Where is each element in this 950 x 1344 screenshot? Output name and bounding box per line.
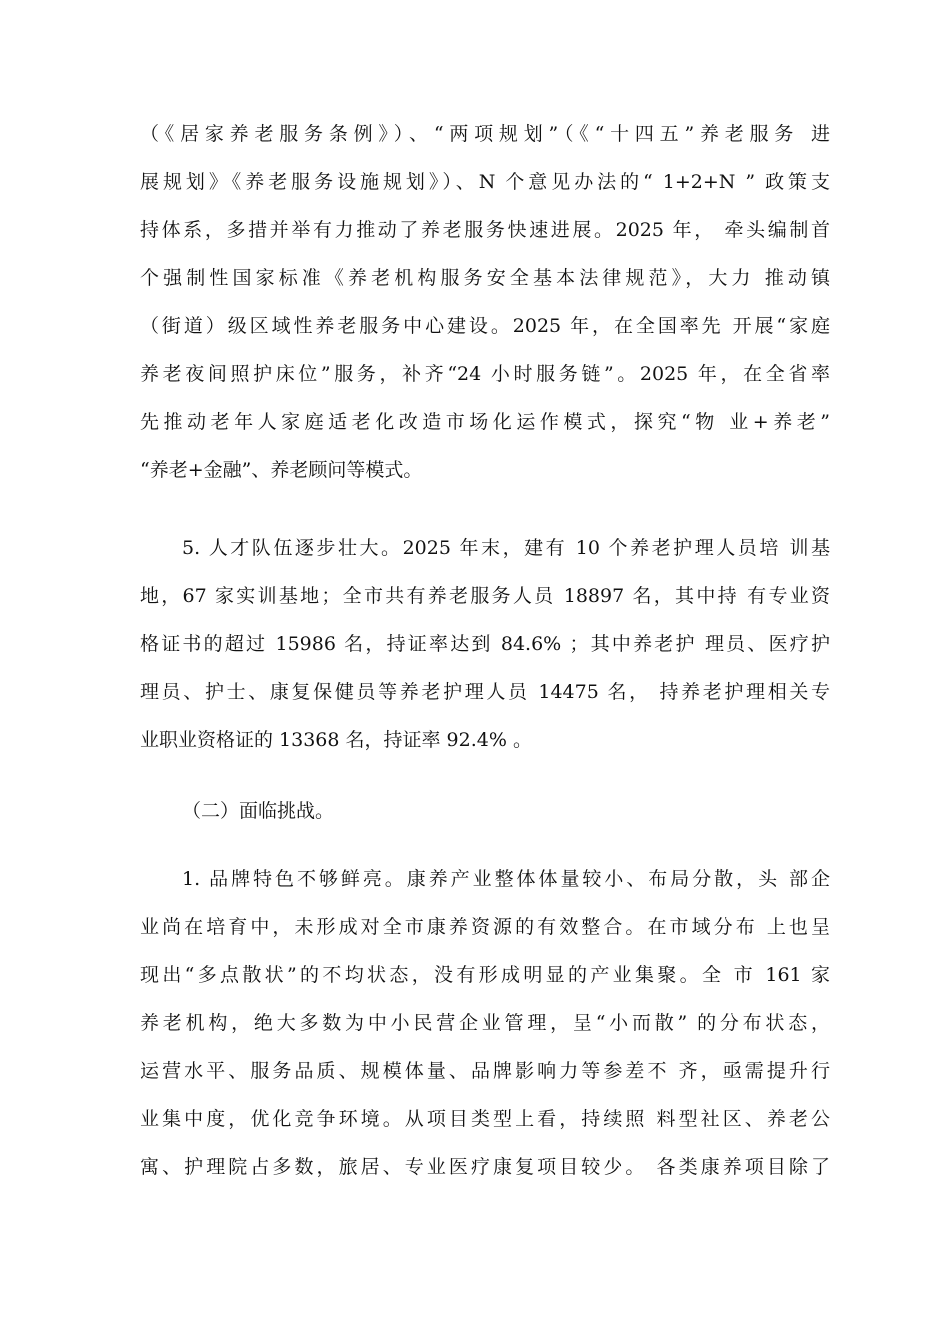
intro-line-7: 先推动老年人家庭适老化改造市场化运作模式，探究“物 业+养老” bbox=[140, 411, 830, 433]
talent-line-3: 格证书的超过 15986 名，持证率达到 84.6% ；其中养老护 理员、医疗护 bbox=[140, 633, 830, 655]
brand-line-2: 业尚在培育中，未形成对全市康养资源的有效整合。在市域分布 上也呈 bbox=[140, 916, 830, 938]
brand-line-6: 业集中度，优化竞争环境。从项目类型上看，持续照 料型社区、养老公 bbox=[140, 1108, 830, 1130]
intro-line-4: 个强制性国家标准《养老机构服务安全基本法律规范》，大力 推动镇 bbox=[140, 267, 830, 289]
brand-line-4: 养老机构，绝大多数为中小民营企业管理，呈“小而散” 的分布状态， bbox=[140, 1012, 830, 1034]
section-heading: （二）面临挑战。 bbox=[182, 800, 335, 822]
brand-line-5: 运营水平、服务品质、规模体量、品牌影响力等参差不 齐，亟需提升行 bbox=[140, 1060, 830, 1082]
intro-line-6: 养老夜间照护床位”服务，补齐“24 小时服务链”。2025 年，在全省率 bbox=[140, 363, 830, 385]
intro-line-2: 展规划》《养老服务设施规划》）、N 个意见办法的“ 1+2+N ” 政策支 bbox=[140, 171, 830, 193]
intro-line-3: 持体系，多措并举有力推动了养老服务快速进展。2025 年， 牵头编制首 bbox=[140, 219, 830, 241]
intro-line-1: （《居家养老服务条例》）、“两项规划”（《“十四五”养老服务 进 bbox=[140, 123, 830, 145]
intro-line-5: （街道）级区域性养老服务中心建设。2025 年，在全国率先 开展“家庭 bbox=[140, 315, 830, 337]
brand-line-1: 1. 品牌特色不够鲜亮。康养产业整体体量较小、布局分散，头 部企 bbox=[182, 868, 830, 890]
talent-line-2: 地，67 家实训基地；全市共有养老服务人员 18897 名，其中持 有专业资 bbox=[140, 585, 830, 607]
talent-line-1: 5. 人才队伍逐步壮大。2025 年末，建有 10 个养老护理人员培 训基 bbox=[182, 537, 830, 559]
brand-line-7: 寓、护理院占多数，旅居、专业医疗康复项目较少。 各类康养项目除了 bbox=[140, 1156, 830, 1178]
intro-line-8: “养老+金融”、养老顾问等模式。 bbox=[140, 459, 423, 481]
talent-line-4: 理员、护士、康复保健员等养老护理人员 14475 名， 持养老护理相关专 bbox=[140, 681, 830, 703]
brand-line-3: 现出“多点散状”的不均状态，没有形成明显的产业集聚。全 市 161 家 bbox=[140, 964, 830, 986]
talent-line-5: 业职业资格证的 13368 名，持证率 92.4% 。 bbox=[140, 729, 532, 751]
